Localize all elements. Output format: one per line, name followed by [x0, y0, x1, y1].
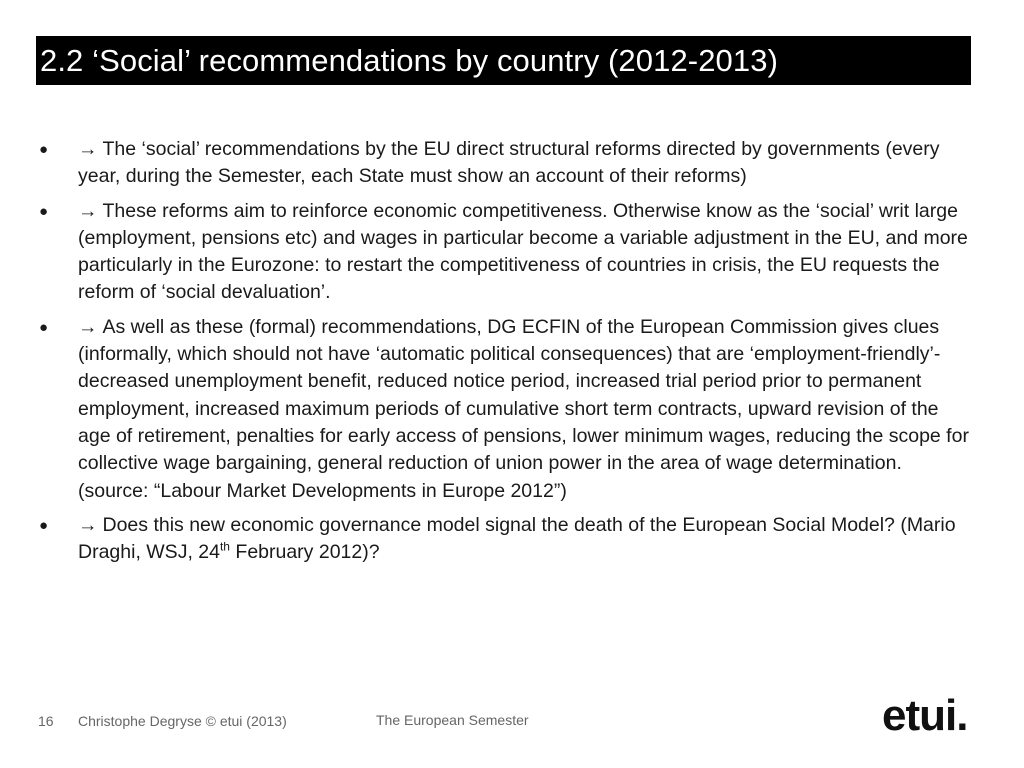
- footer-author: Christophe Degryse © etui (2013): [78, 713, 287, 729]
- svg-text:etui.: etui.: [882, 691, 968, 738]
- bullet-text: Does this new economic governance model signal the death of the European Social Model? (Mario Draghi, WSJ, 24: [78, 513, 956, 564]
- arrow-right-icon: →: [78, 315, 98, 338]
- title-bar: [36, 36, 971, 85]
- bullet-text: The ‘social’ recommendations by the EU direct structural reforms directed by governments (every year, during the Semester, each State must show an account of their reforms): [78, 138, 940, 188]
- bullet-list: [36, 136, 976, 573]
- slide-title: 2.2 ‘Social’ recommendations by country (2012-2013): [40, 43, 779, 78]
- etui-logo: [882, 690, 992, 738]
- ordinal-suffix: th: [219, 539, 230, 554]
- arrow-right-icon: →: [78, 199, 98, 222]
- arrow-right-icon: →: [78, 138, 98, 160]
- bullet-dot-icon: ●: [39, 516, 49, 534]
- bullet-text-end: February 2012)?: [229, 541, 380, 564]
- footer-title: The European Semester: [376, 712, 529, 728]
- bullet-text: These reforms aim to reinforce economic competitiveness. Otherwise know as the ‘social’ writ large (employment, pensions etc) and wages in particular become a variable adjustment in the EU, and more particularly in the Eurozone: to restart the competitiveness of countries in crisis, the EU requests the reform of ‘social devaluation’.: [78, 199, 968, 304]
- bullet-item-1: [36, 136, 976, 191]
- bullet-item-2: [36, 198, 976, 307]
- bullet-dot-icon: ●: [39, 141, 49, 158]
- bullet-dot-icon: ●: [39, 202, 49, 220]
- bullet-dot-icon: ●: [39, 318, 49, 336]
- arrow-right-icon: →: [78, 513, 98, 536]
- bullet-item-4: [36, 512, 976, 567]
- page-number: 16: [38, 713, 54, 729]
- bullet-text: As well as these (formal) recommendations, DG ECFIN of the European Commission gives clues (informally, which should not have ‘automatic political consequences) that are ‘employment-friendly’- decreased unemployment benefit, reduced notice period, increased trial period prior to permanent employment, increased maximum periods of cumulative short term contracts, upward revision of the age of retirement, penalties for early access of pensions, lower minimum wages, reducing the scope for collective wage bargaining, general reduction of union power in the area of wage determination. (source: “Labour Market Developments in Europe 2012”): [78, 315, 969, 502]
- bullet-item-3: [36, 314, 976, 505]
